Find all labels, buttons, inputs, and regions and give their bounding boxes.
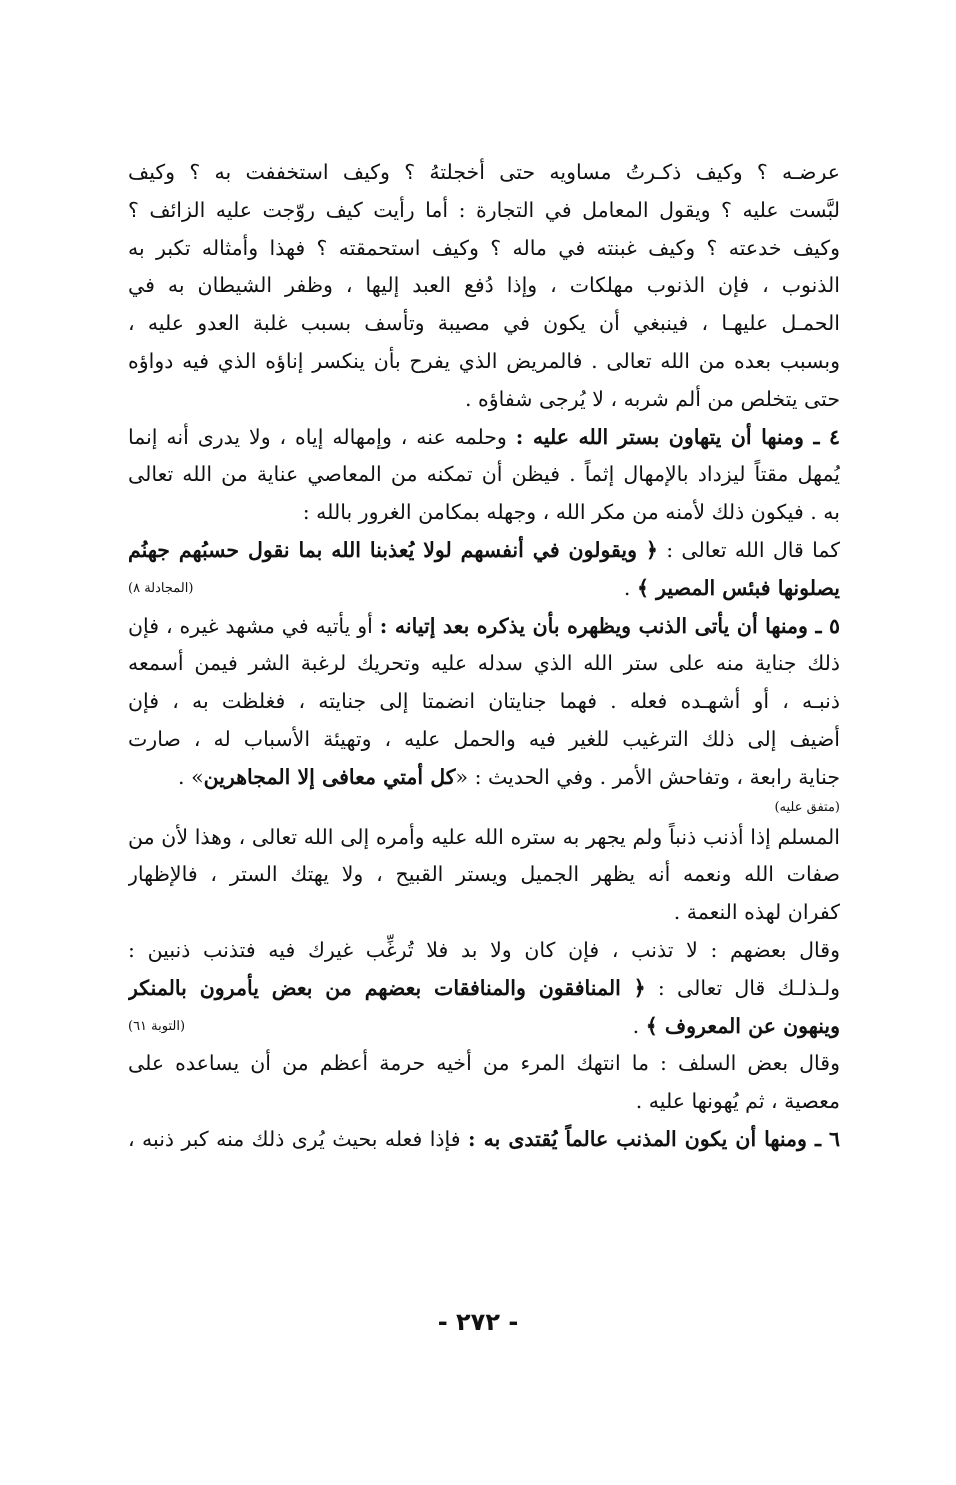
item4-line1-rest: وحلمه عنه ، وإمهاله إياه ، ولا يدرى أنه إنما — [128, 424, 516, 449]
item5-p2-line-2: صفات الله ونعمه أنه يظهر الجميل ويستر القبيح ، ولا يهتك الستر ، فالإظهار — [128, 862, 840, 887]
item4-verse-reference: (المجادلة ٨) — [128, 580, 194, 596]
item5-p3-verse-1: ﴿ المنافقون والمنافقات بعضهم من بعض يأمرون بالمنكر — [128, 975, 646, 1000]
item5-line1-rest: أو يأتيه في مشهد غيره ، فإن — [128, 613, 380, 638]
page-body — [128, 154, 840, 1159]
item5-verse-reference: (التوبة ٦١) — [128, 1018, 186, 1034]
text-line-7: حتى يتخلص من ألم شربه ، لا يُرجى شفاؤه . — [464, 386, 840, 411]
item4-line-2: يُمهل مقتاً ليزداد بالإمهال إثماً . فيظن أن تمكنه من المعاصي عناية من الله تعالى — [128, 462, 840, 487]
item5-p3-line-2 — [128, 970, 840, 1008]
item4-quote-verse-2: يصلونها فبئس المصير ﴾ — [636, 575, 840, 600]
text-line-2: لبَّست عليه ؟ ويقول المعامل في التجارة : أما رأيت كيف روّجت عليه الزائف ؟ — [128, 197, 840, 222]
item6-line-1 — [128, 1121, 840, 1159]
item5-hadith-reference: (متفق عليه) — [774, 799, 840, 815]
item6-heading: ٦ ـ ومنها أن يكون المذنب عالماً يُقتدى به : — [468, 1126, 840, 1151]
text-line-4: الذنوب ، فإن الذنوب مهلكات ، وإذا دُفع العبد إليها ، وظفر الشيطان به في — [128, 273, 840, 298]
text-line-5: الحمـل عليهـا ، فينبغي أن يكون في مصيبة وتأسف بسبب غلبة العدو عليه ، — [128, 311, 840, 336]
text-line-3: وكيف خدعته ؟ وكيف غبنته في ماله ؟ وكيف استحمقته ؟ فهذا وأمثاله تكبر به — [128, 235, 840, 260]
item4-line-1 — [128, 419, 840, 457]
item5-line-2: ذلك جناية منه على ستر الله الذي سدله عليه وتحريك لرغبة الشر فيمن أسمعه — [128, 651, 840, 676]
item5-p3-verse-2: وينهون عن المعروف ﴾ — [645, 1013, 840, 1038]
item5-p3-line-1: وقال بعضهم : لا تذنب ، فإن كان ولا بد فلا تُرغِّب غيرك فيه فتذنب ذنبين : — [128, 937, 840, 962]
item4-quote-line-2 — [128, 570, 840, 608]
item5-p4-line-1: وقال بعض السلف : ما انتهك المرء من أخيه حرمة أعظم من أن يساعده على — [128, 1051, 840, 1076]
item4-quote-line-1 — [128, 532, 840, 570]
item4-line-3: به . فيكون ذلك لأمنه من مكر الله ، وجهله بمكامن الغرور بالله : — [302, 500, 840, 525]
item5-line5-end: » . — [178, 764, 204, 789]
item5-line-3: ذنبـه ، أو أشهـده فعله . فهما جنايتان انضمتا إلى جنايته ، فغلظت به ، فإن — [128, 689, 840, 714]
item5-line5-text: جناية رابعة ، وتفاحش الأمر . وفي الحديث : « — [455, 764, 840, 789]
item5-p3-intro: ولـذلـك قال تعالى : — [645, 975, 840, 1000]
item4-heading: ٤ ـ ومنها أن يتهاون بستر الله عليه : — [515, 424, 840, 449]
item5-p3-end: . — [632, 1013, 646, 1038]
item4-quote-intro: كما قال الله تعالى : — [657, 537, 840, 562]
item4-quote-end: . — [623, 575, 637, 600]
item5-line-1 — [128, 608, 840, 646]
item5-p4-line-2: معصية ، ثم يُهونها عليه . — [635, 1089, 840, 1114]
text-line-1: عرضـه ؟ وكيف ذكـرتُ مساويه حتى أخجلتهُ ؟ وكيف استخففت به ؟ وكيف — [128, 160, 840, 184]
text-line-6: وبسبب بعده من الله تعالى . فالمريض الذي يفرح بأن ينكسر إناؤه الذي فيه دواؤه — [128, 348, 840, 373]
item5-heading: ٥ ـ ومنها أن يأتى الذنب ويظهره بأن يذكره بعد إتيانه : — [379, 613, 840, 638]
item5-hadith: كل أمتي معافى إلا المجاهرين — [203, 764, 456, 789]
item5-line-4: أضيف إلى ذلك الترغيب للغير فيه والحمل عليه ، وتهيئة الأسباب له ، صارت — [128, 726, 840, 751]
page-number: - ٢٧٢ - — [437, 1308, 519, 1336]
item5-p2-line-3: كفران لهذه النعمة . — [673, 900, 840, 925]
item5-line-5 — [128, 759, 840, 797]
item6-line1-rest: فإذا فعله بحيث يُرى ذلك منه كبر ذنبه ، — [128, 1126, 469, 1151]
item4-quote-verse-1: ﴿ ويقولون في أنفسهم لولا يُعذبنا الله بما نقول حسبُهم جهنُم — [128, 537, 658, 562]
item5-p2-line-1: المسلم إذا أذنب ذنباً ولم يجهر به ستره الله عليه وأمره إلى الله تعالى ، وهذا لأن من — [128, 824, 840, 849]
item5-p3-line-3 — [128, 1008, 840, 1046]
